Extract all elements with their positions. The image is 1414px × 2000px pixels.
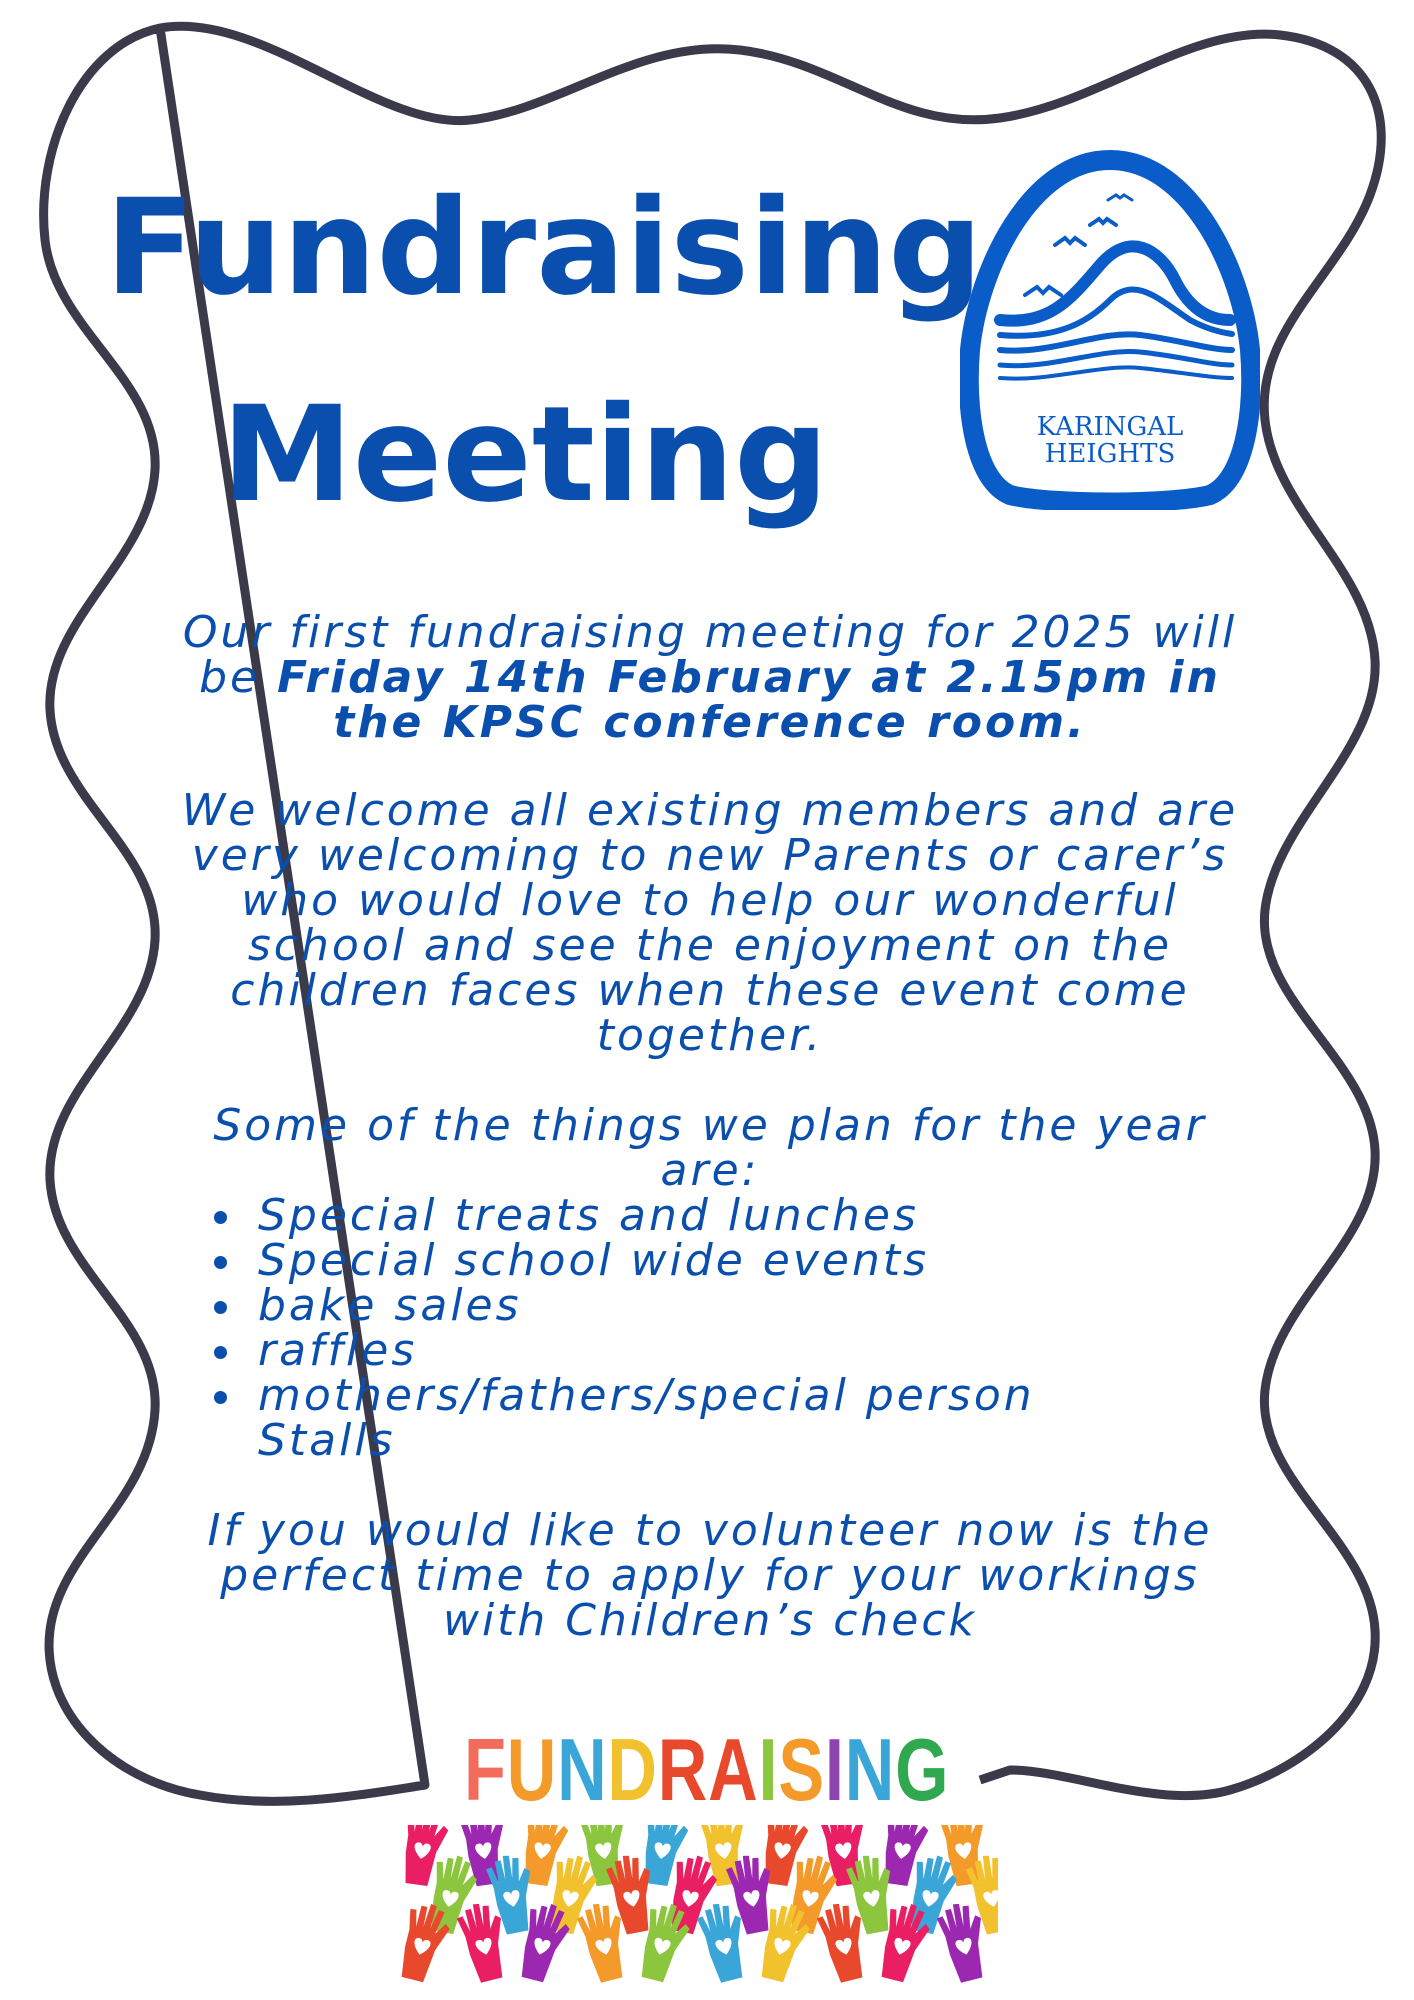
list-item: Special treats and lunches bbox=[210, 1193, 1150, 1238]
fundraising-letter: G bbox=[895, 1720, 950, 1819]
fundraising-letter: F bbox=[464, 1720, 507, 1819]
page-title-line-1: Fundraising bbox=[105, 171, 983, 325]
welcome-paragraph: We welcome all existing members and are very welcoming to new Parents or carer’s who would love to help our wonderful school and see the enjoyment on the children faces when these event come together. bbox=[181, 785, 1239, 1061]
fundraising-word bbox=[464, 1720, 950, 1820]
fundraising-letter: S bbox=[778, 1720, 825, 1819]
list-item: Special school wide events bbox=[210, 1238, 1150, 1283]
fundraising-letter: A bbox=[708, 1720, 759, 1819]
list-item: raffles bbox=[210, 1328, 1150, 1373]
fundraising-letter: I bbox=[824, 1720, 845, 1819]
karingal-heights-logo bbox=[960, 150, 1260, 510]
meeting-details: Friday 14th February at 2.15pm in the KPSC conference room. bbox=[277, 652, 1221, 748]
volunteer-paragraph: If you would like to volunteer now is the perfect time to apply for your workings with Children’s check bbox=[207, 1505, 1213, 1646]
fundraising-hands-graphic bbox=[398, 1720, 998, 2000]
raised-hands-illustration bbox=[398, 1825, 998, 2000]
logo-text-line-1: KARINGAL bbox=[1036, 412, 1184, 442]
fundraising-letter: N bbox=[557, 1720, 608, 1819]
plans-heading: Some of the things we plan for the year are: bbox=[213, 1100, 1207, 1196]
fundraising-letter: R bbox=[657, 1720, 709, 1819]
intro-paragraph bbox=[170, 607, 1250, 748]
fundraising-letter: N bbox=[844, 1720, 896, 1819]
list-item: bake sales bbox=[210, 1283, 1150, 1328]
intro-text: Our first fundraising meeting for 2025 will be bbox=[182, 607, 1238, 703]
plans-list bbox=[210, 1190, 1150, 1466]
list-item: mothers/fathers/special person Stalls bbox=[210, 1373, 1150, 1463]
fundraising-letter: I bbox=[758, 1720, 779, 1819]
page-title-line-2: Meeting bbox=[221, 378, 829, 532]
logo-text-line-2: HEIGHTS bbox=[1044, 439, 1176, 469]
fundraising-letter: D bbox=[607, 1720, 658, 1819]
fundraising-letter: U bbox=[506, 1720, 558, 1819]
